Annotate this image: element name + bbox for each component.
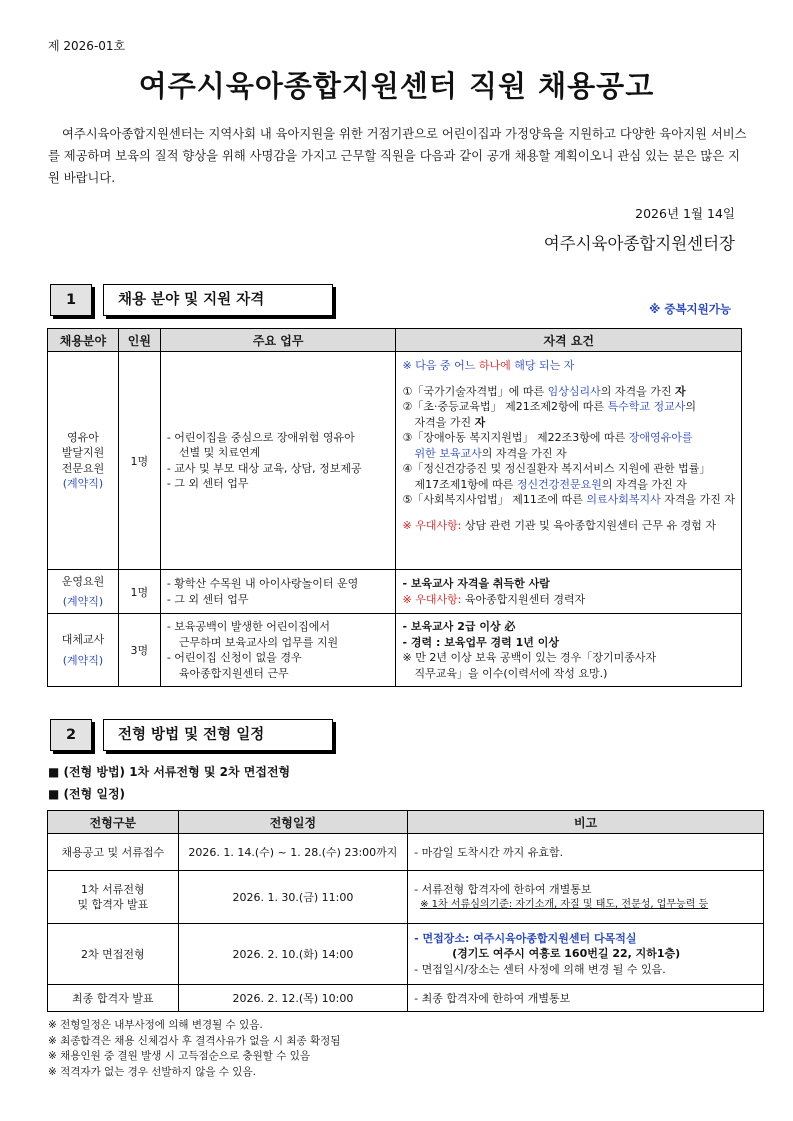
- section2-title: 전형 방법 및 전형 일정: [103, 719, 333, 751]
- stage-cell: 최종 합격자 발표: [48, 985, 179, 1012]
- note-line: - 면접장소: 여주시육아종합지원센터 다목적실: [414, 931, 637, 945]
- note-line: - 최종 합격자에 한하여 개별통보: [414, 992, 571, 1005]
- qual-item: [402, 415, 735, 431]
- qualification-cell: [396, 570, 742, 614]
- qual-text: 의 자격을 가진 자: [481, 446, 567, 460]
- qual-item: - 보육교사 2급 이상 必: [402, 620, 516, 633]
- qual-item: [402, 477, 735, 493]
- section2-number: 2: [50, 719, 92, 751]
- qual-text: 의: [685, 400, 696, 413]
- qualification-cell: [396, 352, 742, 570]
- date-cell: 2026. 1. 30.(금) 11:00: [178, 871, 407, 924]
- qual-highlight: 임상심리사: [547, 384, 601, 398]
- footnotes: [48, 1018, 340, 1080]
- qual-intro-text: ※ 다음 중 어느: [402, 359, 479, 372]
- note-line: (경기도 여주시 여흥로 160번길 22, 지하1층): [452, 947, 681, 961]
- duties-cell: [160, 614, 396, 687]
- table-row: [48, 614, 742, 687]
- qual-text: 제17조제1항에 따른: [414, 477, 517, 491]
- qual-intro-text: 해당 되는 자: [510, 359, 575, 372]
- qual-text: 자격을 가진: [414, 415, 475, 429]
- qual-item: - 경력 : 보육업무 경력 1년 이상: [402, 635, 559, 649]
- qual-item: ※ 만 2년 이상 보육 공백이 있는 경우「장기미종사자: [402, 651, 657, 664]
- table-row: [48, 924, 764, 985]
- field-name-line: 발달지원: [61, 446, 105, 459]
- count-cell: 3명: [118, 614, 160, 687]
- qual-intro-highlight: 하나에: [478, 359, 511, 372]
- qual-text: ③「장애아동 복지지원법」 제22조3항에 따른: [402, 431, 629, 444]
- contract-type: (계약직): [62, 477, 104, 490]
- qual-item: 직무교육」을 이수(이력서에 작성 요망.): [414, 666, 608, 680]
- qual-item: [402, 399, 735, 415]
- stage-cell: 2차 면접전형: [48, 924, 179, 985]
- table-header-row: [48, 811, 764, 834]
- stage-cell: 1차 서류전형 및 합격자 발표: [48, 871, 179, 924]
- count-cell: 1명: [118, 352, 160, 570]
- qual-text: ①「국가기술자격법」에 따른: [402, 384, 548, 398]
- schedule-table: [47, 810, 764, 1012]
- preference-label: ※ 우대사항:: [402, 592, 462, 606]
- note-line: - 마감일 도착시간 까지 유효함.: [414, 846, 564, 859]
- qual-text: ②「초·중등교육법」 제21조제2항에 따른: [402, 400, 608, 413]
- field-name-line: 운영요원: [61, 575, 105, 588]
- qual-intro: [402, 358, 735, 374]
- header-duties: 주요 업무: [160, 329, 396, 352]
- field-cell: [48, 352, 119, 570]
- qual-text: 자: [675, 384, 686, 398]
- footnote: ※ 채용인원 중 결원 발생 시 고득점순으로 충원할 수 있음: [48, 1050, 310, 1062]
- intro-paragraph: 여주시육아종합지원센터는 지역사회 내 육아지원을 위한 거점기관으로 어린이집과 가정양육을 지원하고 다양한 육아지원 서비스를 제공하며 보육의 질적 향상을 위해 사명감을 가지고 근무할 직원을 다음과 같이 공개 채용할 계획이오니 관심 있는 분은 많은 지원 바랍니다.: [48, 127, 747, 185]
- header-note: 비고: [408, 811, 764, 834]
- count-cell: 1명: [118, 570, 160, 614]
- date-cell: 2026. 1. 14.(수) ~ 1. 28.(수) 23:00까지: [178, 834, 407, 871]
- duty-line: 육아종합지원센터 근무: [178, 666, 289, 680]
- duty-line: - 교사 및 부모 대상 교육, 상담, 정보제공: [166, 461, 362, 475]
- preference-note: [402, 518, 735, 534]
- qualification-cell: [396, 614, 742, 687]
- field-name-line: 대체교사: [61, 632, 105, 646]
- footnote: ※ 최종합격은 채용 신체검사 후 결격사유가 없을 시 최종 확정됨: [48, 1034, 341, 1047]
- duty-line: - 그 외 센터 업무: [166, 477, 249, 490]
- qual-item: ④「정신건강증진 및 정신질환자 복지서비스 지원에 관한 법률」: [402, 462, 711, 475]
- qual-text: ⑤「사회복지사업법」 제11조에 따른: [402, 493, 587, 506]
- qual-highlight: 정신건강전문요원: [516, 477, 602, 491]
- duty-line: - 어린이집 신청이 없을 경우: [166, 651, 302, 664]
- header-qualifications: 자격 요건: [396, 329, 742, 352]
- table-row: [48, 871, 764, 924]
- duty-line: 근무하며 보육교사의 업무를 지원: [178, 635, 339, 649]
- note-line: - 서류전형 합격자에 한하여 개별통보: [414, 882, 592, 896]
- note-line: - 면접일시/장소는 센터 사정에 의해 변경 될 수 있음.: [414, 962, 666, 976]
- duplicate-apply-note: ※ 중복지원가능: [649, 302, 731, 316]
- section1-number: 1: [50, 284, 92, 316]
- preference-text: 상담 관련 기관 및 육아종합지원센터 근무 유 경험 자: [461, 518, 717, 532]
- table-row: [48, 352, 742, 570]
- field-name-line: 전문요원: [61, 461, 105, 475]
- qual-text: 의 자격을 가진: [600, 384, 675, 398]
- qual-text: 자: [474, 415, 486, 429]
- date-cell: 2026. 2. 12.(목) 10:00: [178, 985, 407, 1012]
- recruitment-table: [47, 328, 742, 687]
- field-cell: [48, 614, 119, 687]
- duties-cell: [160, 570, 396, 614]
- contract-type: (계약직): [62, 654, 104, 667]
- preference-note: [402, 592, 735, 608]
- qual-text: 자격을 가진 자: [660, 493, 735, 506]
- duties-cell: [160, 352, 396, 570]
- qual-item: [402, 384, 735, 400]
- qual-item: [402, 430, 735, 446]
- header-count: 인원: [118, 329, 160, 352]
- note-line: ※ 1차 서류심의기준: 자기소개, 자질 및 태도, 전문성, 업무능력 등: [420, 899, 709, 910]
- header-field: 채용분야: [48, 329, 119, 352]
- page-title: 여주시육아종합지원센터 직원 채용공고: [138, 69, 655, 103]
- qual-highlight: 위한 보육교사: [414, 446, 482, 460]
- qual-item: [402, 492, 735, 508]
- qual-text: 의 자격을 가진 자: [601, 477, 687, 491]
- note-cell: [408, 985, 764, 1012]
- stage-cell: 채용공고 및 서류접수: [48, 834, 179, 871]
- field-name-line: 영유아: [67, 430, 99, 444]
- qual-highlight: 장애영유아를: [628, 431, 693, 444]
- duty-line: - 어린이집을 중심으로 장애위험 영유아: [166, 430, 355, 444]
- qual-highlight: 의료사회복지사: [586, 493, 661, 506]
- table-header-row: [48, 329, 742, 352]
- date-cell: 2026. 2. 10.(화) 14:00: [178, 924, 407, 985]
- table-row: [48, 834, 764, 871]
- section1-title: 채용 분야 및 지원 자격: [103, 284, 333, 316]
- header-date: 전형일정: [178, 811, 407, 834]
- contract-type: (계약직): [62, 594, 104, 608]
- note-cell: [408, 924, 764, 985]
- document-number: 제 2026-01호: [48, 39, 126, 53]
- screening-method: ■ (전형 방법) 1차 서류전형 및 2차 면접전형: [48, 765, 291, 779]
- qual-highlight: 특수학교 정교사: [607, 400, 686, 413]
- note-cell: [408, 871, 764, 924]
- footnote: ※ 적격자가 없는 경우 선발하지 않을 수 있음.: [48, 1065, 256, 1078]
- duty-line: 선별 및 치료연계: [178, 446, 261, 459]
- duty-line: - 그 외 센터 업무: [166, 592, 249, 606]
- table-row: [48, 985, 764, 1012]
- announcement-date: 2026년 1월 14일: [635, 206, 735, 221]
- footnote: ※ 전형일정은 내부사정에 의해 변경될 수 있음.: [48, 1019, 263, 1031]
- duty-line: - 보육공백이 발생한 어린이집에서: [166, 620, 331, 633]
- qual-item: - 보육교사 자격을 취득한 사람: [402, 577, 550, 590]
- note-cell: [408, 834, 764, 871]
- duty-line: - 황학산 수목원 내 아이사랑놀이터 운영: [166, 577, 359, 590]
- table-row: [48, 570, 742, 614]
- preference-label: ※ 우대사항:: [402, 518, 462, 532]
- qual-item: [402, 446, 735, 462]
- schedule-label: ■ (전형 일정): [48, 787, 126, 801]
- header-stage: 전형구분: [48, 811, 179, 834]
- preference-text: 육아종합지원센터 경력자: [461, 592, 586, 606]
- field-cell: [48, 570, 119, 614]
- issuer-name: 여주시육아종합지원센터장: [543, 234, 735, 253]
